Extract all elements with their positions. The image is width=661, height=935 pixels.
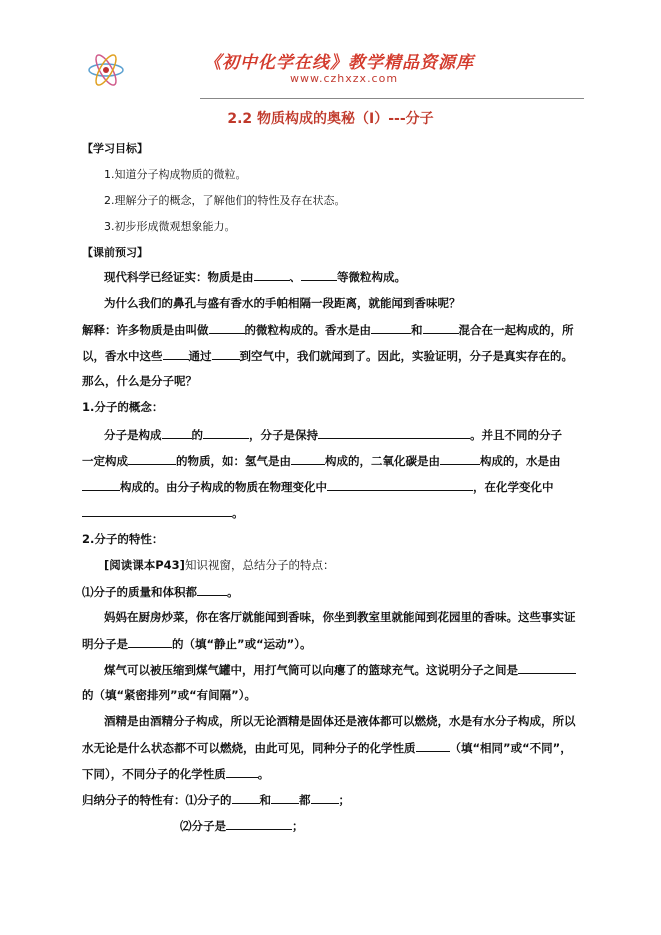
section-heading: 2.分子的特性： (82, 532, 164, 546)
blank-field[interactable] (232, 791, 260, 804)
preview-heading: 【课前预习】 (82, 246, 148, 259)
blank-field[interactable] (226, 817, 292, 830)
blank-field[interactable] (423, 321, 459, 334)
blank-field[interactable] (254, 268, 290, 281)
paragraph: 明分子是 的（填“静止”或“运动”）。 (82, 637, 312, 651)
paragraph: 的（填“紧密排列”或“有间隔”）。 (82, 688, 256, 702)
paragraph: 一定构成 的物质，如：氢气是由 构成的，二氧化碳是由 构成的，水是由 (82, 454, 561, 468)
blank-field[interactable] (318, 426, 470, 439)
paragraph: 酒精是由酒精分子构成，所以无论酒精是固体还是液体都可以燃烧，水是有水分子构成，所以 (104, 714, 576, 728)
goals-heading: 【学习目标】 (82, 142, 148, 155)
blank-field[interactable] (327, 478, 473, 491)
paragraph: 现代科学已经证实：物质是由 、 等微粒构成。 (104, 270, 406, 284)
paragraph: 煤气可以被压缩到煤气罐中，用打气筒可以向瘪了的篮球充气。这说明分子之间是 (104, 661, 576, 679)
paragraph: 以，香水中这些 通过 到空气中，我们就闻到了。因此，实验证明，分子是真实存在的。 (82, 349, 573, 363)
blank-field[interactable] (212, 347, 240, 360)
paragraph: 那么，什么是分子呢？ (82, 374, 197, 388)
paragraph: 构成的。由分子构成的物质在物理变化中 ，在化学变化中 (82, 478, 554, 496)
paragraph: 妈妈在厨房炒菜，你在客厅就能闻到香味，你坐到教室里就能闻到花园里的香味。这些事实证 (104, 610, 576, 624)
atom-logo-icon (86, 50, 126, 90)
blank-field[interactable] (518, 661, 576, 674)
goal-item: 2.理解分子的概念，了解他们的特性及存在状态。 (104, 194, 346, 207)
blank-field[interactable] (271, 791, 299, 804)
blank-field[interactable] (440, 452, 480, 465)
paragraph: [阅读课本P43]知识视窗，总结分子的特点： (104, 558, 335, 572)
paragraph: 水无论是什么状态都不可以燃烧，由此可见，同种分子的化学性质 （填“相同”或“不同”， (82, 741, 572, 755)
paragraph: 解释：许多物质是由叫做 的微粒构成的。香水是由 和 混合在一起构成的，所 (82, 323, 574, 337)
blank-field[interactable] (371, 321, 411, 334)
blank-field[interactable] (128, 452, 176, 465)
paragraph: 。 (82, 504, 244, 522)
blank-field[interactable] (311, 791, 339, 804)
paragraph: ⑵分子是 ； (180, 819, 304, 833)
document-title: 2.2 物质构成的奥秘（Ⅰ）---分子 (227, 111, 434, 127)
banner-url: www.czhxzx.com (290, 72, 399, 85)
blank-field[interactable] (209, 321, 245, 334)
blank-field[interactable] (163, 347, 189, 360)
blank-field[interactable] (128, 635, 172, 648)
blank-field[interactable] (203, 426, 249, 439)
blank-field[interactable] (416, 739, 450, 752)
banner-title: 《初中化学在线》教学精品资源库 (204, 53, 474, 73)
blank-field[interactable] (82, 504, 232, 517)
blank-field[interactable] (162, 426, 192, 439)
header-divider (200, 98, 584, 99)
paragraph: 为什么我们的鼻孔与盛有香水的手帕相隔一段距离，就能闻到香味呢？ (104, 296, 461, 310)
paragraph: ⑴分子的质量和体积都 。 (82, 585, 239, 599)
blank-field[interactable] (82, 478, 120, 491)
paragraph: 分子是构成 的 ，分子是保持 。并且不同的分子 (104, 428, 562, 442)
section-heading: 1.分子的概念： (82, 400, 164, 414)
blank-field[interactable] (197, 583, 227, 596)
paragraph: 下同），不同分子的化学性质 。 (82, 767, 270, 781)
blank-field[interactable] (301, 268, 337, 281)
header-banner (80, 40, 584, 100)
paragraph: 归纳分子的特性有：⑴分子的 和 都 ； (82, 793, 350, 807)
goal-item: 1.知道分子构成物质的微粒。 (104, 168, 247, 181)
goal-item: 3.初步形成微观想象能力。 (104, 220, 236, 233)
blank-field[interactable] (226, 765, 258, 778)
blank-field[interactable] (291, 452, 325, 465)
